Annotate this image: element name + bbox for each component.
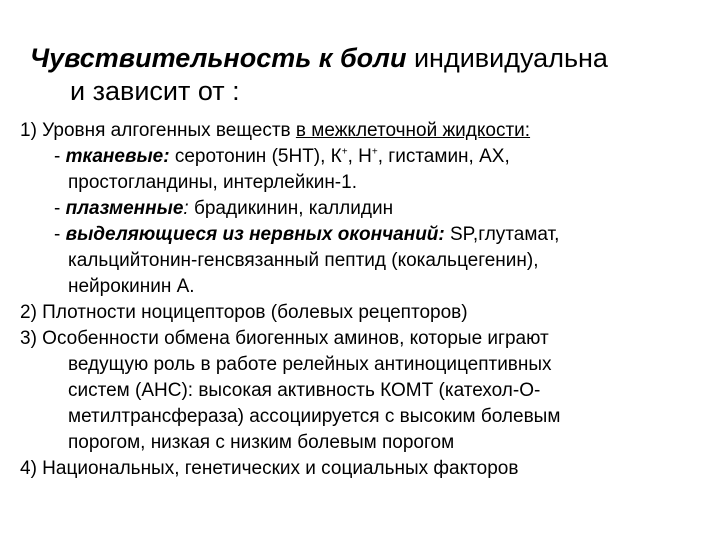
title-rest: индивидуальна	[406, 43, 608, 73]
item-1-lead: 1) Уровня алгогенных веществ	[20, 120, 296, 141]
list-item-2: 2) Плотности ноцицепторов (болевых рецепторов)	[20, 302, 468, 323]
tissue-dash: -	[54, 146, 66, 167]
tissue-text-b: , Н	[347, 146, 372, 167]
tissue-text-c: , гистамин, АХ,	[377, 146, 510, 167]
plasma-label: плазменные	[65, 198, 184, 219]
plasma-dash: -	[54, 198, 66, 219]
sub-item-tissue	[20, 144, 710, 170]
tissue-sup-2: +	[371, 146, 378, 158]
sub-item-tissue-cont: простогландины, интерлейкин-1.	[68, 172, 357, 193]
nerve-dash: -	[54, 224, 66, 245]
item-1-underlined: в межклеточной жидкости:	[295, 120, 531, 141]
sub-item-nerve-cont-2: нейрокинин А.	[68, 276, 195, 297]
tissue-label: тканевые:	[65, 146, 170, 167]
list-item-3-cont-3: метилтрансфераза) ассоциируется с высоким болевым	[68, 406, 561, 427]
list-item-1	[20, 118, 710, 144]
sub-item-plasma	[20, 196, 710, 222]
plasma-colon: :	[183, 198, 189, 219]
content-list	[20, 118, 710, 482]
sub-item-nerve	[20, 222, 710, 248]
slide-title	[30, 42, 710, 108]
title-line-2: и зависит от :	[70, 76, 240, 106]
list-item-4: 4) Национальных, генетических и социальных факторов	[20, 458, 519, 479]
list-item-3: 3) Особенности обмена биогенных аминов, которые играют	[20, 328, 549, 349]
list-item-3-cont-1: ведущую роль в работе релейных антиноцицептивных	[68, 354, 552, 375]
list-item-3-cont-4: порогом, низкая с низким болевым порогом	[68, 432, 455, 453]
title-emphasis: Чувствительность к боли	[30, 43, 407, 73]
nerve-label: выделяющиеся из нервных окончаний:	[65, 224, 445, 245]
tissue-sup-1: +	[341, 146, 348, 158]
plasma-text: брадикинин, каллидин	[188, 198, 394, 219]
tissue-text-a: серотонин (5НТ), К	[169, 146, 342, 167]
nerve-text: SP,глутамат,	[444, 224, 560, 245]
list-item-3-cont-2: систем (АНС): высокая активность КОМТ (катехол-О-	[68, 380, 541, 401]
sub-item-nerve-cont-1: кальцийтонин-генсвязанный пептид (кокальцегенин),	[68, 250, 539, 271]
